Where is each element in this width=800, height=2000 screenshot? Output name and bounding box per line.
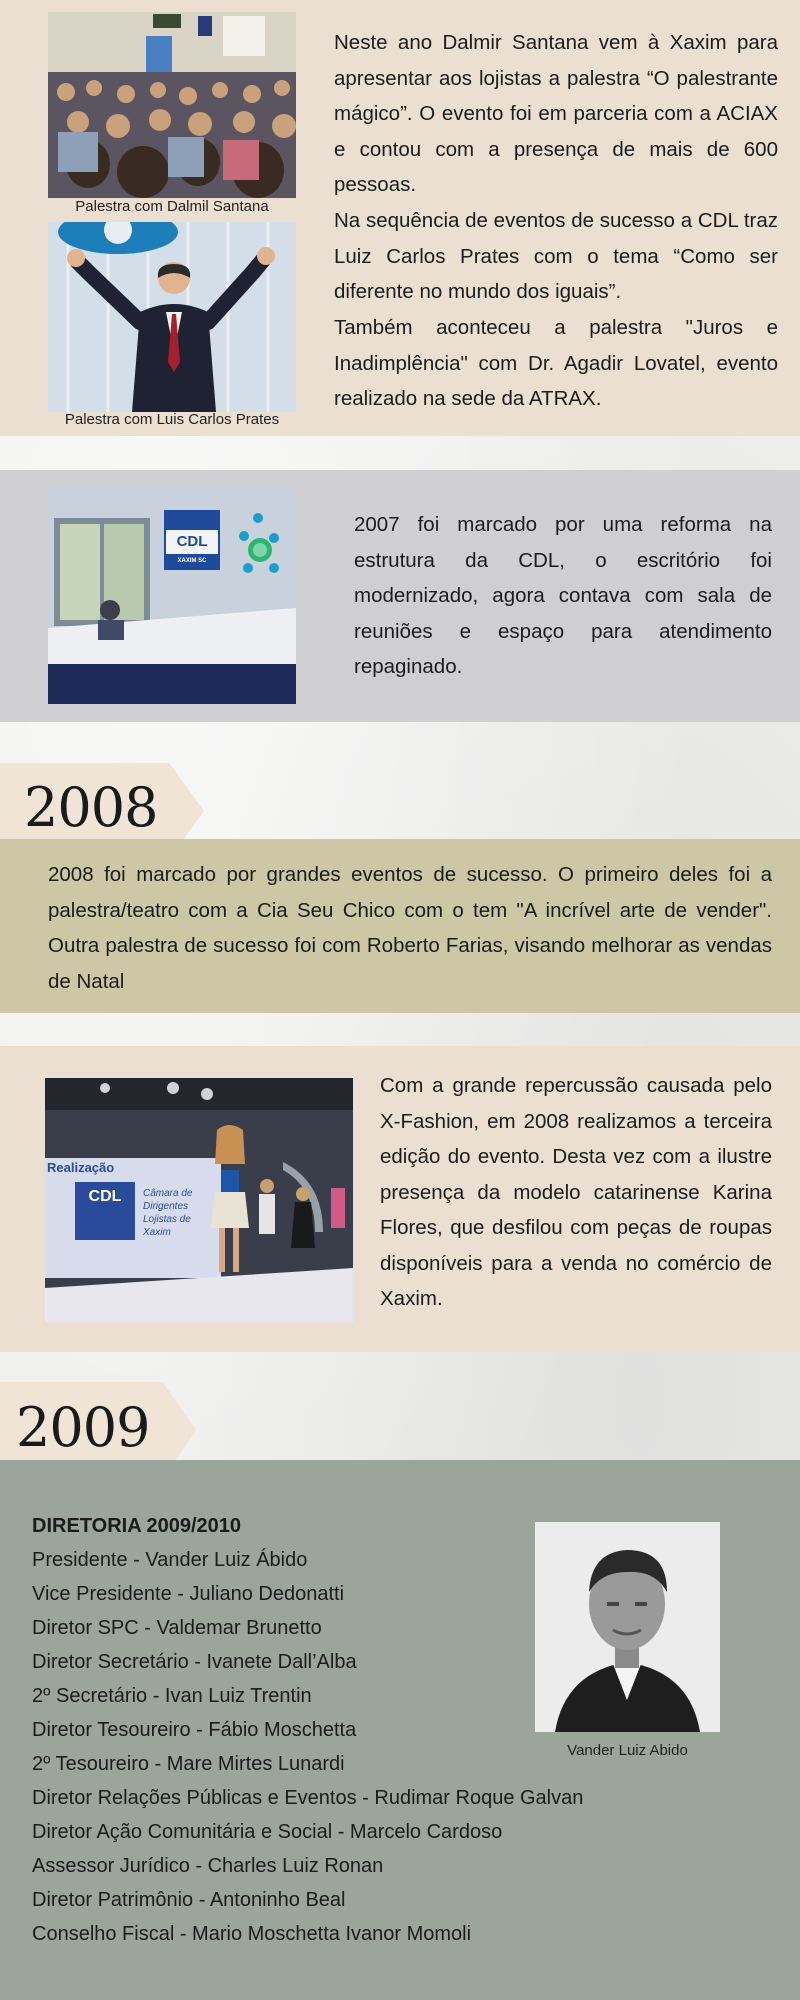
member-community-action-director: Diretor Ação Comunitária e Social - Marcelo Cardoso <box>32 1821 503 1843</box>
paragraph-x-fashion: Com a grande repercussão causada pelo X-Fashion, em 2008 realizamos a terceira edição do evento. Desta vez com a ilustre presença da modelo catarinense Karina Flores, que desfilou com peças de roupas disponíveis para a venda no comércio de Xaxim. <box>380 1074 772 1310</box>
member-president: Presidente - Vander Luiz Ábido <box>32 1549 308 1571</box>
paragraph-2008-events: 2008 foi marcado por grandes eventos de sucesso. O primeiro deles foi a palestra/teatro com a Cia Seu Chico com o tem "A incrível arte de vender". Outra palestra de sucesso foi com Roberto Farias, visando melhorar as vendas de Natal <box>48 863 772 993</box>
banner-line-2: Dirigentes <box>143 1201 189 1212</box>
paragraph-cdl-renovation: 2007 foi marcado por uma reforma na estrutura da CDL, o escritório foi modernizado, agora contava com sala de reuniões e espaço para atendimento repaginado. <box>354 513 772 678</box>
paragraph-dalmir-santana: Neste ano Dalmir Santana vem à Xaxim para apresentar aos lojistas a palestra “O palestrante mágico”. O evento foi em parceria com a ACIAX e contou com a presença de mais de 600 pessoas. <box>334 31 778 196</box>
member-secretary-director: Diretor Secretário - Ivanete Dall’Alba <box>32 1651 357 1673</box>
paragraph-luiz-carlos-prates: Na sequência de eventos de sucesso a CDL traz Luiz Carlos Prates com o tema “Como ser diferente no mundo dos iguais”. <box>334 209 778 303</box>
portrait-vander-luiz-abido <box>535 1522 720 1732</box>
banner-title: Realização <box>47 1160 115 1175</box>
directory-list <box>32 1509 583 1951</box>
member-vice-president: Vice Presidente - Juliano Dedonatti <box>32 1583 345 1605</box>
photo-luiz-carlos-prates-lecture <box>48 222 296 412</box>
year-2009: 2009 <box>16 1396 150 1459</box>
member-second-secretary: 2º Secretário - Ivan Luiz Trentin <box>32 1685 312 1707</box>
member-public-relations-director: Diretor Relações Públicas e Eventos - Rudimar Roque Galvan <box>32 1787 584 1809</box>
cdl-sign-subtext: XAXIM SC <box>177 558 207 564</box>
caption-dalmir-santana: Palestra com Dalmil Santana <box>75 198 269 215</box>
year-2008: 2008 <box>24 776 158 839</box>
photo-x-fashion-runway <box>45 1078 353 1322</box>
member-fiscal-council: Conselho Fiscal - Mario Moschetta Ivanor Momoli <box>32 1923 472 1945</box>
banner-logo: CDL <box>88 1188 122 1205</box>
member-spc-director: Diretor SPC - Valdemar Brunetto <box>32 1617 322 1639</box>
directory-title: DIRETORIA 2009/2010 <box>32 1515 241 1537</box>
photo-cdl-office <box>48 488 296 704</box>
photo-dalmir-santana-lecture <box>48 12 296 198</box>
member-legal-advisor: Assessor Jurídico - Charles Luiz Ronan <box>32 1855 384 1877</box>
cdl-sign-text: CDL <box>176 533 208 550</box>
member-treasurer-director: Diretor Tesoureiro - Fábio Moschetta <box>32 1719 357 1741</box>
member-second-treasurer: 2º Tesoureiro - Mare Mirtes Lunardi <box>32 1753 345 1775</box>
banner-line-3: Lojistas de <box>143 1214 191 1225</box>
paragraph-juros-inadimplencia: Também aconteceu a palestra "Juros e Inadimplência" com Dr. Agadir Lovatel, evento realizado na sede da ATRAX. <box>334 316 778 410</box>
banner-line-4: Xaxim <box>143 1227 171 1238</box>
caption-vander-luiz-abido: Vander Luiz Abido <box>567 1742 688 1759</box>
caption-luiz-carlos-prates: Palestra com Luis Carlos Prates <box>64 411 280 428</box>
member-heritage-director: Diretor Patrimônio - Antoninho Beal <box>32 1889 346 1911</box>
banner-line-1: Câmara de <box>143 1188 193 1199</box>
